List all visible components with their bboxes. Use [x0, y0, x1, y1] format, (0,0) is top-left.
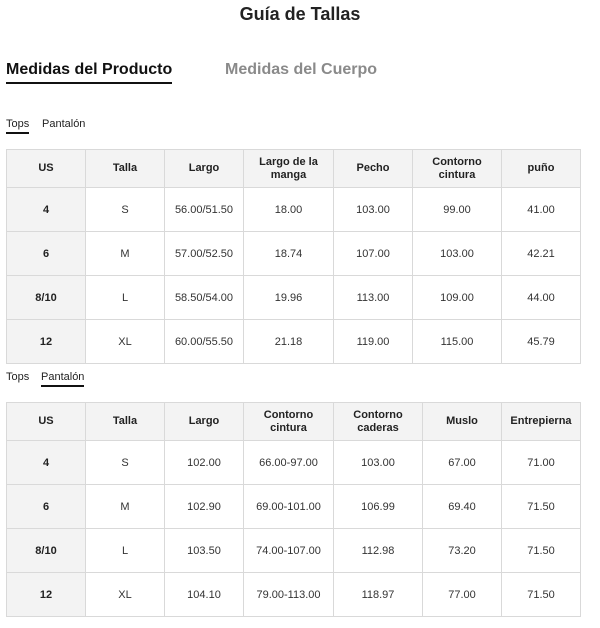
cell-hips: 112.98 [334, 529, 423, 573]
cell-inseam: 71.50 [502, 485, 581, 529]
cell-length: 103.50 [165, 529, 244, 573]
cell-size: XL [86, 573, 165, 617]
table-row [7, 573, 581, 617]
cell-waist: 99.00 [413, 188, 502, 232]
cell-us: 8/10 [7, 276, 86, 320]
subtab-pants[interactable]: Pantalón [41, 371, 84, 387]
cell-size: L [86, 529, 165, 573]
table-row [7, 485, 581, 529]
table-header-row [7, 150, 581, 188]
header-chest: Pecho [334, 150, 413, 188]
subtab-tops[interactable]: Tops [6, 118, 29, 134]
cell-us: 4 [7, 188, 86, 232]
cell-us: 12 [7, 573, 86, 617]
cell-length: 104.10 [165, 573, 244, 617]
table-row [7, 276, 581, 320]
cell-thigh: 77.00 [423, 573, 502, 617]
cell-chest: 119.00 [334, 320, 413, 364]
pants-size-table [6, 402, 581, 617]
tab-product-measurements[interactable]: Medidas del Producto [6, 61, 172, 84]
cell-waist: 103.00 [413, 232, 502, 276]
header-cuff: puño [502, 150, 581, 188]
cell-waist: 109.00 [413, 276, 502, 320]
cell-length: 58.50/54.00 [165, 276, 244, 320]
cell-cuff: 44.00 [502, 276, 581, 320]
header-size: Talla [86, 150, 165, 188]
cell-size: XL [86, 320, 165, 364]
cell-thigh: 69.40 [423, 485, 502, 529]
cell-length: 102.00 [165, 441, 244, 485]
cell-sleeve-length: 18.74 [244, 232, 334, 276]
cell-waist: 79.00-113.00 [244, 573, 334, 617]
cell-hips: 118.97 [334, 573, 423, 617]
cell-hips: 103.00 [334, 441, 423, 485]
table-row [7, 232, 581, 276]
cell-size: L [86, 276, 165, 320]
cell-sleeve-length: 19.96 [244, 276, 334, 320]
subtab-tops[interactable]: Tops [6, 371, 30, 383]
cell-us: 12 [7, 320, 86, 364]
header-us: US [7, 403, 86, 441]
cell-chest: 113.00 [334, 276, 413, 320]
header-inseam: Entrepierna [502, 403, 581, 441]
table-row [7, 441, 581, 485]
cell-cuff: 45.79 [502, 320, 581, 364]
cell-length: 102.90 [165, 485, 244, 529]
table-row [7, 529, 581, 573]
cell-us: 8/10 [7, 529, 86, 573]
cell-cuff: 41.00 [502, 188, 581, 232]
table-header-row [7, 403, 581, 441]
table-row [7, 320, 581, 364]
cell-us: 6 [7, 485, 86, 529]
cell-waist: 69.00-101.00 [244, 485, 334, 529]
header-size: Talla [86, 403, 165, 441]
cell-size: S [86, 188, 165, 232]
table-row [7, 188, 581, 232]
cell-cuff: 42.21 [502, 232, 581, 276]
cell-length: 57.00/52.50 [165, 232, 244, 276]
tab-body-measurements[interactable]: Medidas del Cuerpo [225, 61, 378, 78]
cell-thigh: 67.00 [423, 441, 502, 485]
tops-size-table [6, 149, 581, 364]
cell-hips: 106.99 [334, 485, 423, 529]
cell-inseam: 71.50 [502, 573, 581, 617]
cell-sleeve-length: 18.00 [244, 188, 334, 232]
header-hips: Contorno caderas [334, 403, 423, 441]
cell-size: S [86, 441, 165, 485]
cell-length: 56.00/51.50 [165, 188, 244, 232]
cell-chest: 103.00 [334, 188, 413, 232]
cell-waist: 115.00 [413, 320, 502, 364]
header-length: Largo [165, 403, 244, 441]
cell-us: 6 [7, 232, 86, 276]
cell-sleeve-length: 21.18 [244, 320, 334, 364]
cell-chest: 107.00 [334, 232, 413, 276]
header-length: Largo [165, 150, 244, 188]
cell-waist: 74.00-107.00 [244, 529, 334, 573]
cell-inseam: 71.00 [502, 441, 581, 485]
header-waist: Contorno cintura [244, 403, 334, 441]
cell-us: 4 [7, 441, 86, 485]
cell-size: M [86, 485, 165, 529]
cell-waist: 66.00-97.00 [244, 441, 334, 485]
header-sleeve-length: Largo de la manga [244, 150, 334, 188]
header-waist: Contorno cintura [413, 150, 502, 188]
cell-length: 60.00/55.50 [165, 320, 244, 364]
subtab-pants[interactable]: Pantalón [42, 118, 86, 130]
cell-thigh: 73.20 [423, 529, 502, 573]
cell-size: M [86, 232, 165, 276]
page-title: Guía de Tallas [239, 4, 361, 24]
header-thigh: Muslo [423, 403, 502, 441]
header-us: US [7, 150, 86, 188]
cell-inseam: 71.50 [502, 529, 581, 573]
